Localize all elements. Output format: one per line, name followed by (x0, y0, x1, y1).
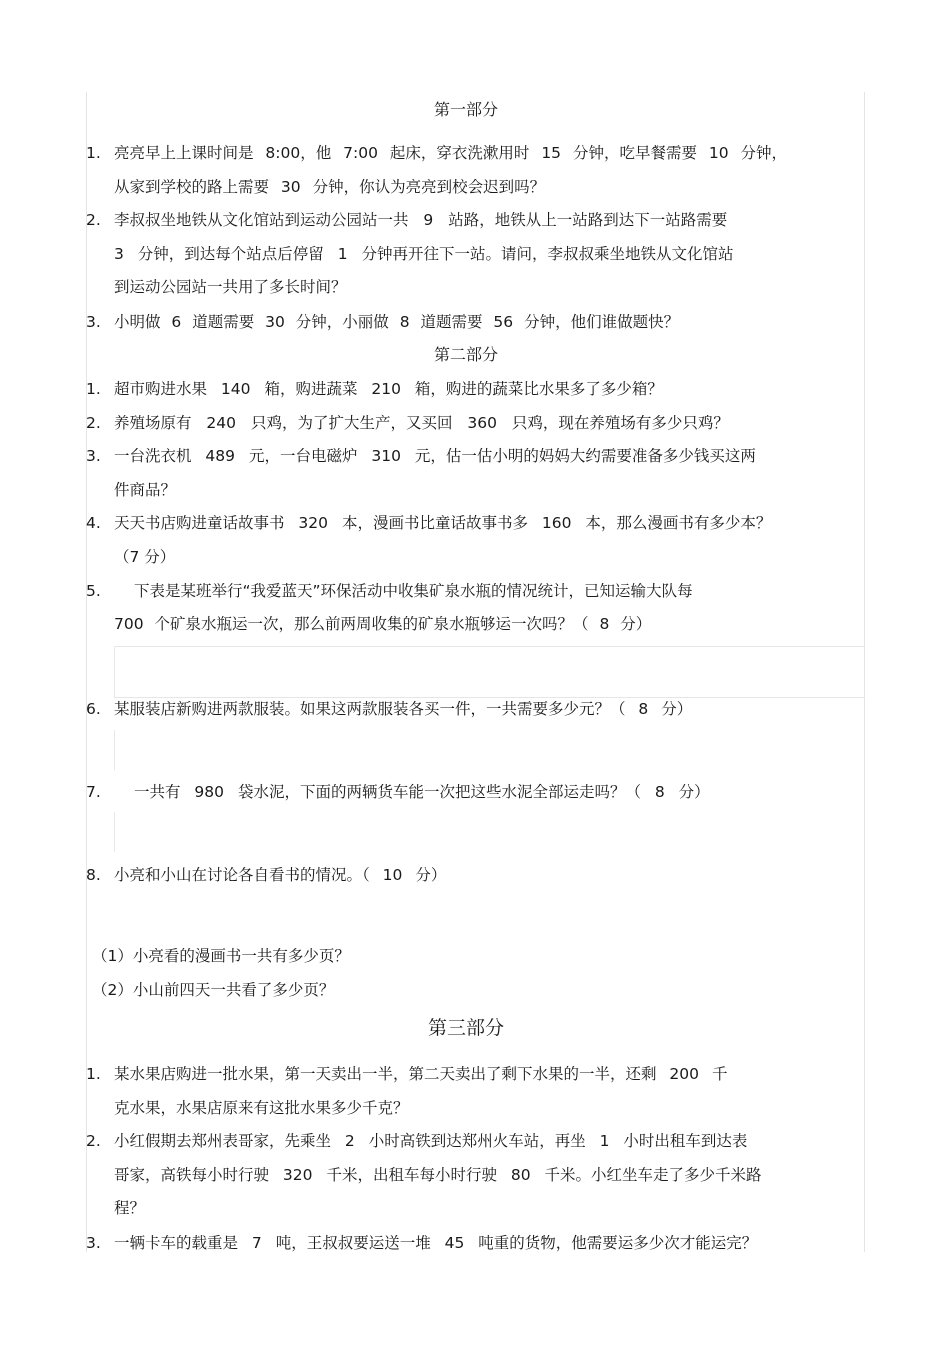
question-line: 下表是某班举行“我爱蓝天”环保活动中收集矿泉水瓶的情况统计，已知运输大队每 (134, 582, 693, 600)
question-number: 4. (86, 514, 101, 532)
question-number: 2. (86, 211, 101, 229)
question-line: 一辆卡车的载重是 7 吨，王叔叔要运送一堆 45 吨重的货物，他需要运多少次才能运完？ (114, 1234, 758, 1252)
question-line: 件商品？ (114, 481, 177, 499)
question-line: （7 分） (114, 548, 176, 566)
question-number: 5. (86, 582, 101, 600)
question-line: 小亮和小山在讨论各自看书的情况。（ 10 分） (114, 866, 447, 884)
question-number: 3. (86, 447, 101, 465)
question-line: 程？ (114, 1199, 146, 1217)
question-line: 李叔叔坐地铁从文化馆站到运动公园站一共 9 站路，地铁从上一站路到达下一站路需要 (114, 211, 728, 229)
question-line: 某服装店新购进两款服装。如果这两款服装各买一件，一共需要多少元？（ 8 分） (114, 700, 693, 718)
section-title: 第三部分 (428, 1017, 505, 1039)
question-number: 3. (86, 313, 101, 331)
subquestion: （1）小亮看的漫画书一共有多少页？ (92, 947, 350, 965)
question-line: 超市购进水果 140 箱，购进蔬菜 210 箱，购进的蔬菜比水果多了多少箱？ (114, 380, 663, 398)
question-line: 天天书店购进童话故事书 320 本，漫画书比童话故事书多 160 本，那么漫画书有多少本？ (114, 514, 772, 532)
section-title: 第二部分 (434, 345, 499, 364)
question-number: 2. (86, 414, 101, 432)
question-line: 到运动公园站一共用了多长时间？ (114, 278, 347, 296)
question-line: 小明做 6 道题需要 30 分钟，小丽做 8 道题需要 56 分钟，他们谁做题快？ (114, 313, 680, 331)
question-number: 7. (86, 783, 101, 801)
table-image-placeholder (114, 646, 865, 698)
section-title: 第一部分 (434, 100, 499, 119)
truck-image-placeholder (114, 812, 865, 852)
clothing-image-placeholder (114, 730, 865, 770)
question-line: 亮亮早上上课时间是 8:00，他 7:00 起床，穿衣洗漱用时 15 分钟，吃早餐需要 10 分钟， (114, 144, 788, 162)
question-number: 1. (86, 1065, 101, 1083)
question-line: 从家到学校的路上需要 30 分钟，你认为亮亮到校会迟到吗？ (114, 178, 546, 196)
question-number: 3. (86, 1234, 101, 1252)
question-line: 一台洗衣机 489 元，一台电磁炉 310 元，估一估小明的妈妈大约需要准备多少钱买这两 (114, 447, 756, 465)
question-line: 一共有 980 袋水泥，下面的两辆货车能一次把这些水泥全部运走吗？（ 8 分） (134, 783, 710, 801)
question-number: 6. (86, 700, 101, 718)
question-number: 8. (86, 866, 101, 884)
question-line: 3 分钟，到达每个站点后停留 1 分钟再开往下一站。请问，李叔叔乘坐地铁从文化馆站 (114, 245, 734, 263)
question-line: 哥家，高铁每小时行驶 320 千米，出租车每小时行驶 80 千米。小红坐车走了多少千米路 (114, 1166, 762, 1184)
subquestion: （2）小山前四天一共看了多少页？ (92, 981, 335, 999)
question-number: 1. (86, 144, 101, 162)
question-line: 某水果店购进一批水果，第一天卖出一半，第二天卖出了剩下水果的一半，还剩 200 千 (114, 1065, 728, 1083)
question-number: 2. (86, 1132, 101, 1150)
question-line: 克水果，水果店原来有这批水果多少千克？ (114, 1099, 409, 1117)
question-line: 小红假期去郑州表哥家，先乘坐 2 小时高铁到达郑州火车站，再坐 1 小时出租车到达表 (114, 1132, 748, 1150)
question-line: 养殖场原有 240 只鸡，为了扩大生产，又买回 360 只鸡，现在养殖场有多少只鸡？ (114, 414, 729, 432)
question-number: 1. (86, 380, 101, 398)
question-line: 700 个矿泉水瓶运一次，那么前两周收集的矿泉水瓶够运一次吗？（ 8 分） (114, 615, 652, 633)
